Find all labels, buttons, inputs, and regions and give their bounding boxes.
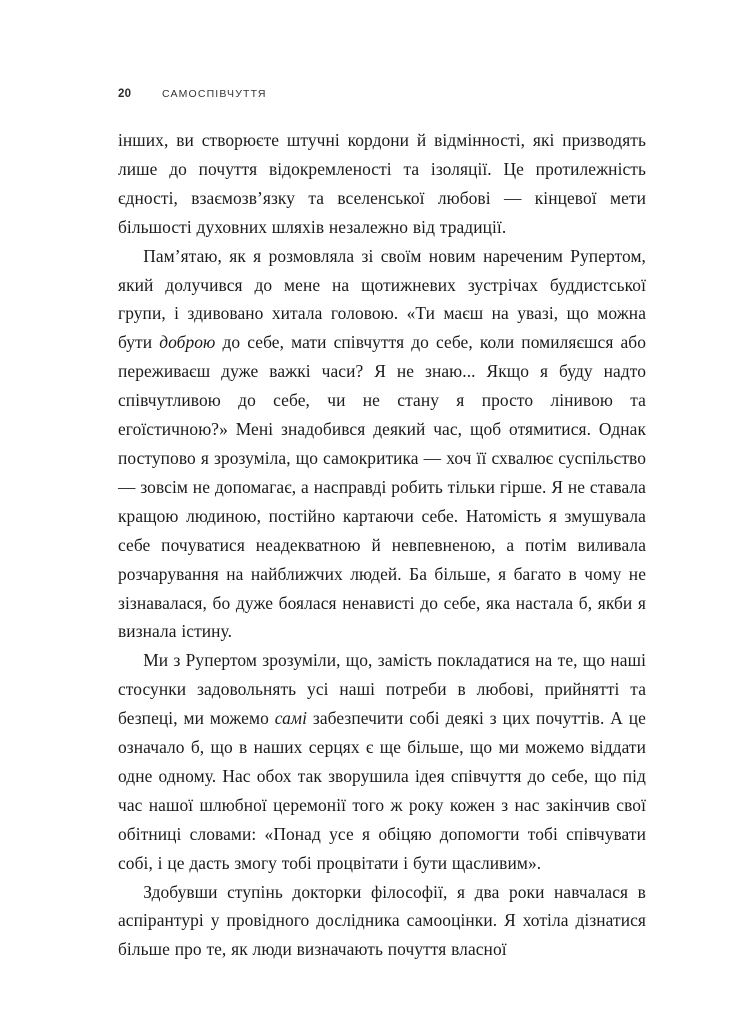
body-text-block [118,126,646,964]
paragraph-2-text-before-emphasis: Пам’ятаю, як я розмовляла зі своїм новим нареченим Рупертом, який долучився до мене на щотижневих зустрічах буддистської групи, і здивовано хитала головою. «Ти маєш на увазі, що можна бути [118,245,646,353]
paragraph-3-text-before-emphasis: Ми з Рупертом зрозуміли, що, замість покладатися на те, що наші стосунки задовольнять усі наші потреби в любові, прийнятті та безпеці, ми можемо [118,650,646,729]
paragraph-4 [118,878,646,965]
running-header-title: САМОСПІВЧУТТЯ [162,88,267,100]
page-number: 20 [118,88,132,100]
running-header [118,88,646,104]
paragraph-1 [118,126,646,242]
paragraph-3 [118,646,646,877]
paragraph-2-emphasis: доброю [159,332,216,353]
paragraph-2-text-after-emphasis: до себе, мати співчуття до себе, коли помиляєшся або переживаєш дуже важкі часи? Я не знаю... Якщо я буду надто співчутливою до себе, чи не стану я просто лінивою та егоїстичною?» Мені знадобився деякий час, щоб отямитися. Однак поступово я зрозуміла, що самокритика — хоч її схвалює суспільство — зовсім не допомагає, а насправді робить тільки гірше. Я не ставала кращою людиною, постійно картаючи себе. Натомість я змушувала себе почуватися неадекватною й невпевненою, а потім виливала розчарування на найближчих людей. Ба більше, я багато в чому не зізнавалася, бо дуже боялася ненависті до себе, яка настала б, якби я визнала істину. [118,332,646,642]
paragraph-3-text-after-emphasis: забезпечити собі деякі з цих почуттів. А це означало б, що в наших серцях є ще більше, що ми можемо віддати одне одному. Нас обох так зворушила ідея співчуття до себе, що під час нашої шлюбної церемонії того ж року кожен з нас закінчив свої обітниці словами: «Понад усе я обіцяю допомогти тобі співчувати собі, і це дасть змогу тобі процвітати і бути щасливим». [118,708,646,873]
paragraph-3-emphasis: самі [274,708,307,729]
paragraph-2 [118,242,646,647]
paragraph-1-text: інших, ви створюєте штучні кордони й відмінності, які призводять лише до почуття відокремленості та ізоляції. Це протилежність єдності, взаємозв’язку та вселенської любові — кінцевої мети більшості духовних шляхів незалежно від традиції. [118,130,646,237]
paragraph-4-text: Здобувши ступінь докторки філософії, я два роки навчалася в аспірантурі у провідного дослідника самооцінки. Я хотіла дізнатися більше про те, як люди визначають почуття власної [118,881,646,960]
